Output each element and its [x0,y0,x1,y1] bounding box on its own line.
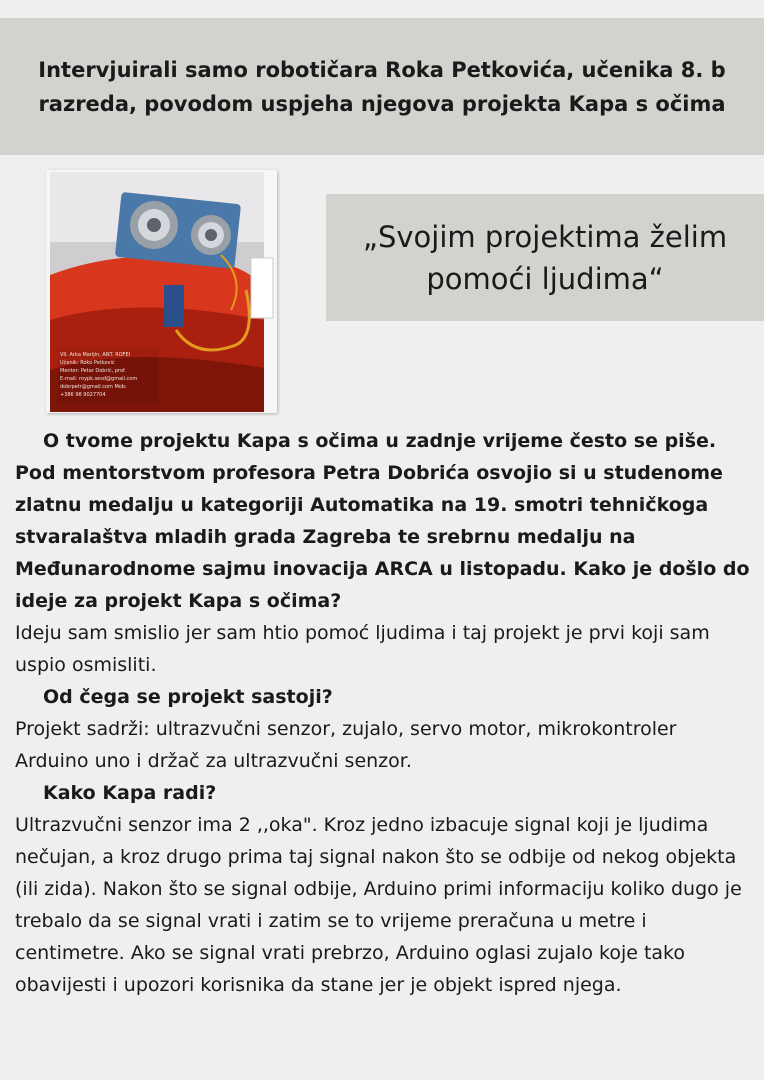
cap-with-eyes-photo [46,170,277,413]
article-title: Intervjuirali samo robotičara Roka Petkovića, učenika 8. b razreda, povodom uspjeha njegova projekta Kapa s očima [38,57,726,116]
pull-quote-text: „Svojim projektima želim pomoći ljudima“ [362,219,728,296]
photo-caption-line: Učenik: Roko Petković [60,360,115,366]
interview-answer: Ideju sam smislio jer sam htio pomoć ljudima i taj projekt je prvi koji sam uspio osmisliti. [15,622,710,676]
photo-caption-line: E-mail: roypk.sesd@gmail.com [60,376,138,382]
photo-caption-line: +386 98 9027704 [60,392,106,398]
interview-question: Kako Kapa radi? [43,782,217,804]
project-photo [46,170,277,413]
interview-answer: Projekt sadrži: ultrazvučni senzor, zujalo, servo motor, mikrokontroler Arduino uno i držač za ultrazvučni senzor. [15,718,677,772]
interview-answer: Ultrazvučni senzor ima 2 ,,oka". Kroz jedno izbacuje signal koji je ljudima nečujan, a kroz drugo prima taj signal nakon što se odbije od nekog objekta (ili zida). Nakon što se signal odbije, Arduino primi informaciju koliko dugo je trebalo da se signal vrati i zatim se to vrijeme preračuna u metre i centimetre. Ako se signal vrati prebrzo, Arduino oglasi zujalo koje tako obavijesti i upozori korisnika da stane jer je objekt ispred njega. [15,814,742,996]
interview-question: Od čega se projekt sastoji? [43,686,333,708]
pull-quote [326,194,764,321]
article-header [0,18,764,155]
photo-caption-line: Mentor: Petar Dobrić, prof. [60,368,127,374]
interview-question: O tvome projektu Kapa s očima u zadnje vrijeme često se piše. Pod mentorstvom profesora Petra Dobrića osvojio si u studenome zlatnu medalju u kategoriji Automatika na 19. smotri tehničkoga stvaralaštva mladih grada Zagreba te srebrnu medalju na Međunarodnome sajmu inovacija ARCA u listopadu. Kako je došlo do ideje za projekt Kapa s očima? [15,430,750,612]
photo-caption-line: VII. Arka Marijin, ANT. ROFEI [60,352,131,358]
photo-caption-line: dobrpetr@gmail.com Mob: [60,384,127,390]
interview-body [15,425,755,1001]
